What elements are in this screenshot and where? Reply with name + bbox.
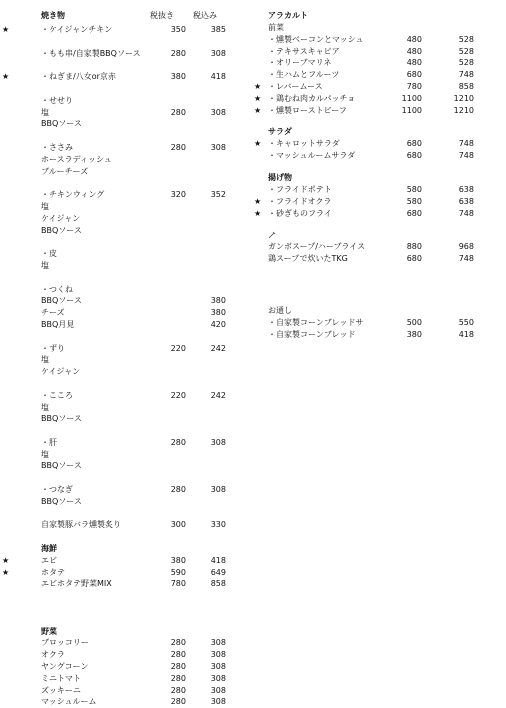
menu-item-row bbox=[0, 413, 240, 425]
price-incl-tax: 308 bbox=[210, 697, 226, 707]
menu-item-name: ・レバームース bbox=[268, 81, 323, 91]
price-incl-tax: 748 bbox=[458, 208, 474, 218]
spacer bbox=[0, 130, 240, 142]
price-incl-tax: 308 bbox=[210, 650, 226, 660]
price-excl-tax: 680 bbox=[406, 254, 422, 264]
price-excl-tax: 280 bbox=[170, 437, 186, 447]
menu-item-row bbox=[254, 317, 506, 329]
menu-item-row bbox=[0, 649, 240, 661]
spacer bbox=[0, 590, 240, 602]
spacer bbox=[254, 265, 506, 275]
menu-item-row bbox=[0, 118, 240, 130]
menu-item-name: ホースラディッシュ bbox=[41, 154, 112, 164]
menu-item-name: ・皮 bbox=[41, 249, 57, 259]
menu-item-name: ブロッコリー bbox=[41, 638, 89, 648]
menu-item-row bbox=[0, 685, 240, 697]
menu-item-row bbox=[0, 673, 240, 685]
spacer bbox=[0, 59, 240, 71]
menu-item-name: BBQソース bbox=[41, 496, 82, 506]
menu-item-row bbox=[0, 390, 240, 402]
spacer bbox=[0, 472, 240, 484]
menu-item-name: ・フライドオクラ bbox=[268, 196, 332, 206]
menu-item-row bbox=[0, 142, 240, 154]
menu-item-name: ホタテ bbox=[41, 567, 65, 577]
menu-item-name: BBQ月見 bbox=[41, 319, 75, 329]
spacer bbox=[0, 331, 240, 343]
menu-item-row bbox=[254, 105, 506, 117]
price-incl-tax: 528 bbox=[458, 34, 474, 44]
spacer bbox=[254, 285, 506, 295]
price-excl-tax: 280 bbox=[170, 638, 186, 648]
menu-item-name: ・キャロットサラダ bbox=[268, 139, 340, 149]
menu-item-name: BBQソース bbox=[41, 461, 82, 471]
spacer bbox=[0, 602, 240, 614]
menu-item-name: ・生ハムとフルーツ bbox=[268, 70, 340, 80]
spacer bbox=[0, 425, 240, 437]
menu-item-name: ・燻製ローストビーフ bbox=[268, 105, 347, 115]
menu-item-name: チーズ bbox=[41, 308, 65, 318]
menu-item-row bbox=[0, 48, 240, 60]
price-excl-tax: 280 bbox=[170, 650, 186, 660]
menu-item-row bbox=[254, 150, 506, 162]
menu-item-row bbox=[0, 319, 240, 331]
price-excl-tax: 380 bbox=[170, 72, 186, 82]
price-excl-tax: 320 bbox=[170, 190, 186, 200]
price-incl-tax: 1210 bbox=[453, 93, 474, 103]
recommended-star-icon: ★ bbox=[254, 81, 262, 91]
spacer bbox=[0, 177, 240, 189]
menu-item-name: BBQソース bbox=[41, 119, 82, 129]
grill-column bbox=[0, 10, 240, 708]
spacer bbox=[254, 116, 506, 126]
price-excl-tax: 280 bbox=[170, 142, 186, 152]
price-excl-tax: 680 bbox=[406, 151, 422, 161]
spacer bbox=[0, 378, 240, 390]
price-incl-tax: 418 bbox=[210, 72, 226, 82]
price-excl-tax: 500 bbox=[406, 317, 422, 327]
recommended-star-icon: ★ bbox=[2, 72, 10, 82]
price-excl-tax: 680 bbox=[406, 208, 422, 218]
price-header-excl-tax: 税抜き bbox=[150, 11, 174, 20]
price-incl-tax: 308 bbox=[210, 638, 226, 648]
spacer bbox=[254, 162, 506, 172]
menu-item-row bbox=[0, 343, 240, 355]
price-incl-tax: 308 bbox=[210, 673, 226, 683]
menu-item-row bbox=[0, 107, 240, 119]
menu-item-row bbox=[0, 484, 240, 496]
menu-item-row bbox=[254, 81, 506, 93]
spacer bbox=[0, 236, 240, 248]
price-incl-tax: 308 bbox=[210, 48, 226, 58]
price-incl-tax: 968 bbox=[458, 242, 474, 252]
price-incl-tax: 308 bbox=[210, 142, 226, 152]
price-excl-tax: 480 bbox=[406, 34, 422, 44]
spacer bbox=[0, 508, 240, 520]
price-header-incl-tax: 税込み bbox=[193, 11, 217, 20]
menu-item-row bbox=[0, 496, 240, 508]
menu-item-row bbox=[254, 57, 506, 69]
menu-item-row bbox=[254, 196, 506, 208]
menu-item-name: BBQソース bbox=[41, 414, 82, 424]
spacer bbox=[0, 272, 240, 284]
section-title: サラダ bbox=[268, 127, 292, 137]
recommended-star-icon: ★ bbox=[2, 25, 10, 34]
menu-item-name: ・テキサスキャビア bbox=[268, 46, 340, 56]
menu-item-name: ・ささみ bbox=[41, 142, 73, 152]
price-incl-tax: 308 bbox=[210, 485, 226, 495]
price-excl-tax: 1100 bbox=[401, 93, 422, 103]
price-excl-tax: 380 bbox=[170, 555, 186, 565]
menu-item-name: ブルーチーズ bbox=[41, 166, 89, 176]
price-excl-tax: 220 bbox=[170, 343, 186, 353]
price-excl-tax: 480 bbox=[406, 46, 422, 56]
price-excl-tax: 280 bbox=[170, 107, 186, 117]
spacer bbox=[254, 275, 506, 285]
menu-item-name: オクラ bbox=[41, 650, 65, 660]
menu-item-row bbox=[0, 637, 240, 649]
price-incl-tax: 418 bbox=[458, 329, 474, 339]
menu-item-row bbox=[0, 189, 240, 201]
price-incl-tax: 380 bbox=[210, 308, 226, 318]
price-incl-tax: 308 bbox=[210, 437, 226, 447]
menu-item-name: ・せせり bbox=[41, 95, 73, 105]
menu-item-name: ・つなぎ bbox=[41, 485, 73, 495]
recommended-star-icon: ★ bbox=[2, 567, 10, 577]
price-incl-tax: 308 bbox=[210, 107, 226, 117]
price-excl-tax: 590 bbox=[170, 567, 186, 577]
price-incl-tax: 380 bbox=[210, 296, 226, 306]
menu-item-row bbox=[0, 696, 240, 708]
price-excl-tax: 280 bbox=[170, 673, 186, 683]
menu-item-row bbox=[0, 449, 240, 461]
price-excl-tax: 280 bbox=[170, 662, 186, 672]
menu-item-row bbox=[0, 460, 240, 472]
price-excl-tax: 280 bbox=[170, 48, 186, 58]
menu-item-row bbox=[0, 213, 240, 225]
menu-item-row bbox=[254, 69, 506, 81]
alacarte-column bbox=[254, 10, 506, 340]
menu-item-name: ・自家製コーンブレッド bbox=[268, 329, 356, 339]
spacer bbox=[254, 295, 506, 305]
section-title-alacarte: アラカルト bbox=[268, 11, 308, 20]
price-excl-tax: 780 bbox=[406, 81, 422, 91]
menu-item-row bbox=[0, 225, 240, 237]
price-excl-tax: 880 bbox=[406, 242, 422, 252]
menu-item-row bbox=[254, 46, 506, 58]
price-incl-tax: 1210 bbox=[453, 105, 474, 115]
pencil-icon bbox=[268, 231, 276, 239]
price-excl-tax: 780 bbox=[170, 579, 186, 589]
price-incl-tax: 748 bbox=[458, 70, 474, 80]
menu-item-name: エビ bbox=[41, 555, 57, 565]
subsection-label: 前菜 bbox=[268, 23, 284, 32]
menu-item-name: ・自家製コーンブレッドサ bbox=[268, 317, 364, 327]
price-incl-tax: 242 bbox=[210, 390, 226, 400]
menu-item-name: 塩 bbox=[41, 107, 49, 117]
menu-item-row bbox=[0, 661, 240, 673]
menu-item-row bbox=[0, 248, 240, 260]
menu-item-name: 塩 bbox=[41, 402, 49, 412]
pencil-mark bbox=[254, 229, 506, 241]
menu-item-row bbox=[0, 555, 240, 567]
menu-item-name: 塩 bbox=[41, 355, 49, 365]
menu-item-name: ・砂ぎものフライ bbox=[268, 208, 332, 218]
spacer bbox=[0, 531, 240, 543]
recommended-star-icon: ★ bbox=[254, 93, 262, 103]
price-excl-tax: 280 bbox=[170, 685, 186, 695]
menu-item-name: ・ケイジャンチキン bbox=[41, 25, 113, 34]
alacarte-item-list bbox=[254, 22, 506, 340]
menu-item-name: BBQソース bbox=[41, 296, 82, 306]
menu-item-row bbox=[254, 208, 506, 220]
price-incl-tax: 418 bbox=[210, 555, 226, 565]
menu-item-name: ケイジャン bbox=[41, 367, 81, 377]
price-incl-tax: 638 bbox=[458, 184, 474, 194]
menu-item-row bbox=[0, 307, 240, 319]
menu-item-name: 自家製豚バラ燻製炙り bbox=[41, 520, 121, 530]
menu-item-row bbox=[0, 295, 240, 307]
price-incl-tax: 638 bbox=[458, 196, 474, 206]
price-incl-tax: 858 bbox=[210, 579, 226, 589]
spacer bbox=[0, 83, 240, 95]
menu-item-name: ミニトマト bbox=[41, 673, 81, 683]
menu-item-name: ズッキーニ bbox=[41, 685, 81, 695]
menu-item-name: ・鶏むね肉カルパッチョ bbox=[268, 93, 356, 103]
menu-item-row bbox=[0, 519, 240, 531]
spacer bbox=[0, 614, 240, 626]
menu-item-row bbox=[254, 34, 506, 46]
price-excl-tax: 680 bbox=[406, 70, 422, 80]
recommended-star-icon: ★ bbox=[254, 139, 262, 149]
recommended-star-icon: ★ bbox=[254, 105, 262, 115]
price-incl-tax: 649 bbox=[210, 567, 226, 577]
price-excl-tax: 480 bbox=[406, 58, 422, 68]
grill-item-list bbox=[0, 24, 240, 708]
menu-item-row bbox=[254, 329, 506, 341]
price-incl-tax: 330 bbox=[210, 520, 226, 530]
menu-item-name: 塩 bbox=[41, 449, 49, 459]
menu-item-row bbox=[254, 253, 506, 265]
menu-item-name: マッシュルーム bbox=[41, 697, 97, 707]
menu-item-name: ・燻製ベーコンとマッシュ bbox=[268, 34, 364, 44]
menu-item-row bbox=[0, 154, 240, 166]
menu-item-name: ・オリーブマリネ bbox=[268, 58, 332, 68]
section-title-grill: 焼き物 bbox=[41, 11, 65, 20]
price-excl-tax: 380 bbox=[406, 329, 422, 339]
price-incl-tax: 748 bbox=[458, 139, 474, 149]
spacer bbox=[0, 36, 240, 48]
price-excl-tax: 580 bbox=[406, 196, 422, 206]
price-excl-tax: 220 bbox=[170, 390, 186, 400]
price-incl-tax: 748 bbox=[458, 254, 474, 264]
menu-item-row bbox=[0, 437, 240, 449]
menu-item-row bbox=[0, 366, 240, 378]
recommended-star-icon: ★ bbox=[254, 208, 262, 218]
menu-item-row bbox=[0, 260, 240, 272]
menu-item-row bbox=[0, 567, 240, 579]
price-incl-tax: 528 bbox=[458, 46, 474, 56]
menu-item-row bbox=[0, 284, 240, 296]
menu-item-name: 海鮮 bbox=[41, 544, 57, 554]
recommended-star-icon: ★ bbox=[2, 555, 10, 565]
menu-item-name: 鶏スープで炊いたTKG bbox=[268, 254, 348, 264]
menu-item-name: ・ずり bbox=[41, 343, 65, 353]
menu-item-row bbox=[0, 95, 240, 107]
spacer bbox=[254, 219, 506, 229]
section-title: 揚げ物 bbox=[268, 172, 292, 182]
menu-item-row bbox=[254, 241, 506, 253]
menu-item-name: ヤングコーン bbox=[41, 662, 89, 672]
price-excl-tax: 1100 bbox=[401, 105, 422, 115]
recommended-star-icon: ★ bbox=[254, 196, 262, 206]
menu-item-name: エビホタテ野菜MIX bbox=[41, 579, 112, 589]
menu-item-name: 野菜 bbox=[41, 626, 57, 636]
price-incl-tax: 242 bbox=[210, 343, 226, 353]
price-incl-tax: 385 bbox=[210, 25, 226, 34]
menu-item-name: ・肝 bbox=[41, 437, 57, 447]
price-incl-tax: 748 bbox=[458, 151, 474, 161]
price-excl-tax: 280 bbox=[170, 485, 186, 495]
menu-item-row bbox=[254, 93, 506, 105]
menu-item-name: ・マッシュルームサラダ bbox=[268, 151, 356, 161]
price-incl-tax: 308 bbox=[210, 685, 226, 695]
grill-header bbox=[0, 10, 240, 24]
price-excl-tax: 580 bbox=[406, 184, 422, 194]
subsection-label: お通し bbox=[268, 305, 292, 315]
menu-item-row bbox=[254, 138, 506, 150]
menu-item-row bbox=[0, 402, 240, 414]
menu-item-name: ・もも串/自家製BBQソース bbox=[41, 48, 141, 58]
price-excl-tax: 300 bbox=[170, 520, 186, 530]
price-incl-tax: 308 bbox=[210, 662, 226, 672]
menu-item-name: ガンボスープ/ハーブライス bbox=[268, 242, 366, 252]
price-excl-tax: 350 bbox=[170, 25, 186, 34]
menu-item-row bbox=[0, 201, 240, 213]
price-incl-tax: 550 bbox=[458, 317, 474, 327]
price-incl-tax: 858 bbox=[458, 81, 474, 91]
menu-item-name: ・つくね bbox=[41, 284, 73, 294]
menu-item-row bbox=[0, 166, 240, 178]
section-title bbox=[0, 543, 240, 555]
menu-item-name: BBQソース bbox=[41, 225, 82, 235]
price-incl-tax: 420 bbox=[210, 319, 226, 329]
section-title bbox=[0, 626, 240, 638]
menu-item-name: 塩 bbox=[41, 201, 49, 211]
menu-item-name: ケイジャン bbox=[41, 213, 81, 223]
menu-item-row bbox=[0, 354, 240, 366]
menu-item-row bbox=[254, 184, 506, 196]
menu-item-name: ・フライドポテト bbox=[268, 184, 332, 194]
price-incl-tax: 528 bbox=[458, 58, 474, 68]
menu-item-name: ・チキンウィング bbox=[41, 190, 105, 200]
menu-item-name: ・こころ bbox=[41, 390, 73, 400]
price-excl-tax: 680 bbox=[406, 139, 422, 149]
price-excl-tax: 280 bbox=[170, 697, 186, 707]
price-incl-tax: 352 bbox=[210, 190, 226, 200]
menu-item-row bbox=[0, 71, 240, 83]
menu-item-row bbox=[0, 578, 240, 590]
menu-item-row bbox=[0, 24, 240, 36]
menu-item-name: ・ねぎま/八女or京赤 bbox=[41, 72, 116, 82]
menu-item-name: 塩 bbox=[41, 260, 49, 270]
